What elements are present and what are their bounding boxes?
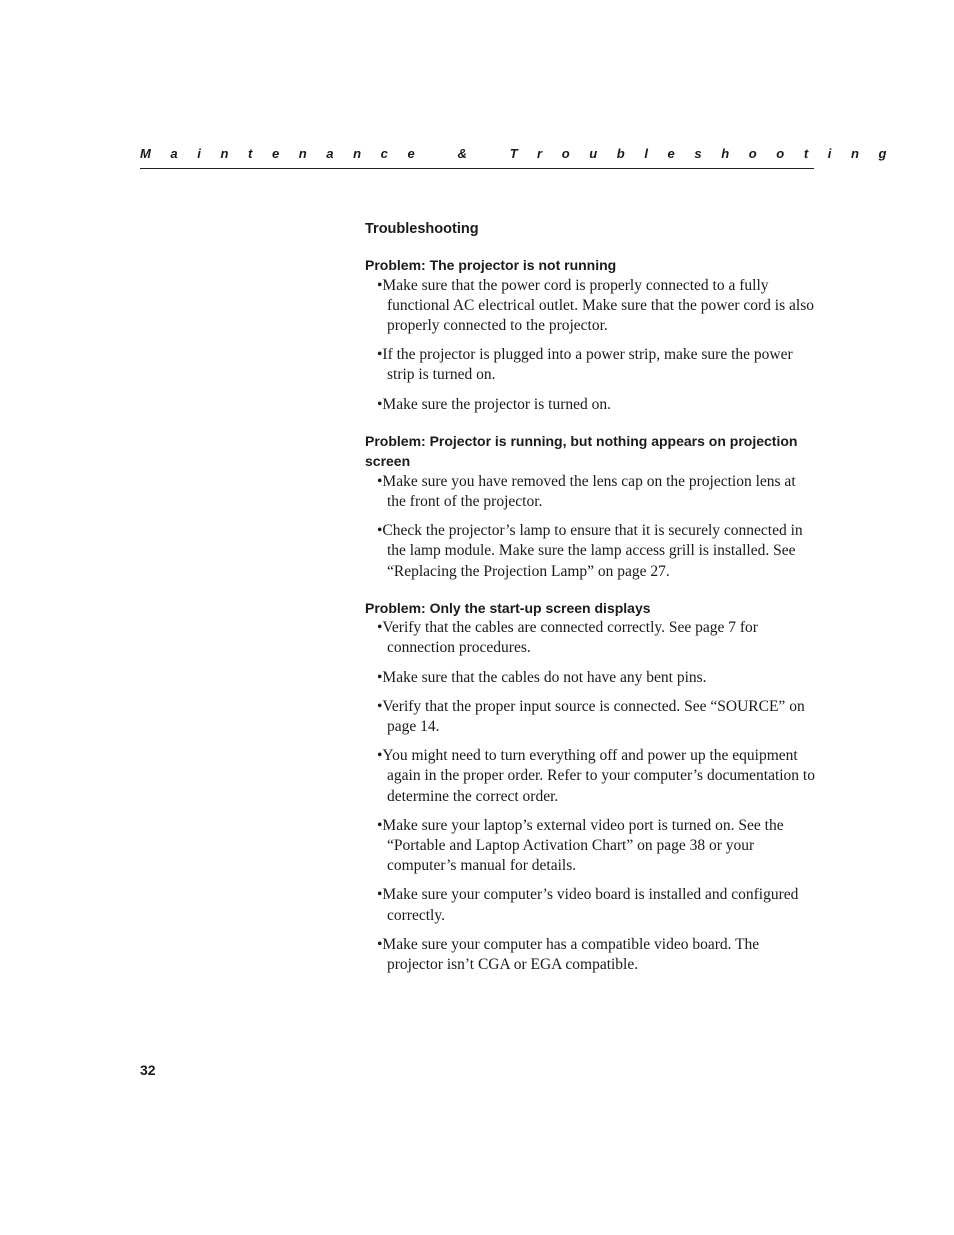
- header-rule: [140, 168, 814, 169]
- problem-heading: Problem: The projector is not running: [365, 257, 617, 273]
- main-content: [365, 219, 817, 991]
- bullet-item: •Make sure your computer’s video board is installed and configured correctly.: [377, 886, 799, 924]
- bullet-item: •Make sure your laptop’s external video port is turned on. See the “Portable and Laptop Activation Chart” on page 38 or your computer’s manual for details.: [377, 816, 784, 875]
- bullet-item: •You might need to turn everything off and power up the equipment again in the proper order. Refer to your computer’s documentation to determine the correct order.: [377, 747, 815, 805]
- bullet-item: •Make sure you have removed the lens cap on the projection lens at the front of the projector.: [377, 472, 796, 510]
- bullet-item: •Make sure your computer has a compatible video board. The projector isn’t CGA or EGA compatible.: [377, 935, 760, 974]
- bullet-item: •Make sure the projector is turned on.: [377, 395, 611, 413]
- problem-heading: Problem: Projector is running, but nothing appears on projection screen: [365, 432, 798, 470]
- bullet-item: •Make sure that the power cord is properly connected to a fully functional AC electrical outlet. Make sure that the power cord is also properly connected to the projector.: [377, 276, 814, 334]
- bullet-item: •Make sure that the cables do not have any bent pins.: [377, 668, 707, 686]
- section-title: Troubleshooting: [365, 221, 479, 237]
- problem-block: [365, 431, 817, 582]
- bullet-item: •Verify that the proper input source is connected. See “SOURCE” on page 14.: [377, 697, 805, 736]
- problem-block: [365, 255, 817, 415]
- problem-block: [365, 598, 817, 976]
- bullet-item: •If the projector is plugged into a power strip, make sure the power strip is turned on.: [377, 346, 793, 384]
- problem-heading: Problem: Only the start-up screen displays: [365, 599, 651, 616]
- page-number: 32: [140, 1062, 156, 1078]
- running-header: Maintenance & Troubleshooting: [140, 146, 907, 161]
- bullet-item: •Check the projector’s lamp to ensure that it is securely connected in the lamp module. Make sure the lamp access grill is installed. See “Replacing the Projection Lamp” on page 27.: [377, 522, 803, 580]
- bullet-item: •Verify that the cables are connected correctly. See page 7 for connection procedures.: [377, 619, 758, 657]
